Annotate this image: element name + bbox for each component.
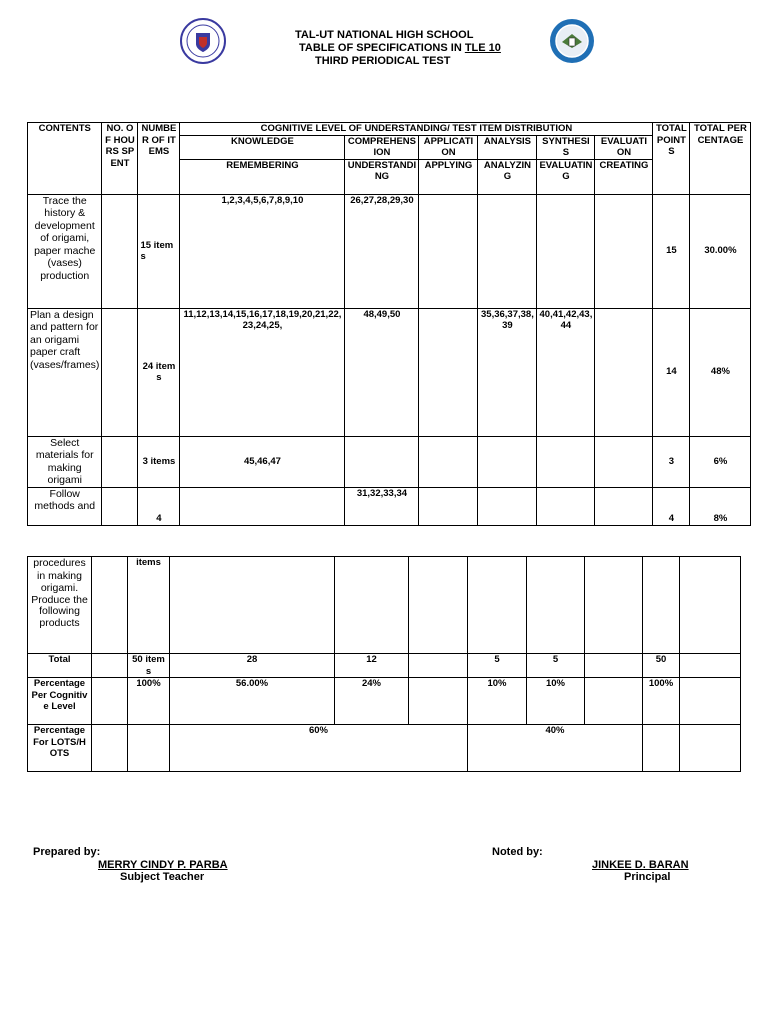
row-synthesis <box>527 557 585 654</box>
percentage-level-hours <box>92 678 128 725</box>
header-total-percentage: TOTAL PERCENTAGE <box>690 123 751 195</box>
table-of-specifications <box>27 122 751 526</box>
header-cognitive: COGNITIVE LEVEL OF UNDERSTANDING/ TEST ITEM DISTRIBUTION <box>180 123 653 136</box>
row-points: 15 <box>653 194 690 308</box>
total-evaluation <box>585 654 643 678</box>
row-content: Select materials for making origami <box>28 436 102 487</box>
percentage-lots-label: Percentage For LOTS/HOTS <box>28 725 92 772</box>
level-comprehension: COMPREHENSION <box>345 135 419 159</box>
row-items: 4 <box>138 487 180 525</box>
percentage-lots-hours <box>92 725 128 772</box>
row-analysis: 35,36,37,38,39 <box>478 308 537 436</box>
continued-content-text: procedures in making origami. <box>33 557 86 595</box>
row-evaluation <box>585 557 643 654</box>
level-analysis: ANALYSIS <box>478 135 537 159</box>
row-synthesis <box>537 487 595 525</box>
table-row <box>28 557 741 654</box>
sublevel-creating: CREATING <box>595 159 653 194</box>
noted-by-name: JINKEE D. BARAN <box>592 859 689 871</box>
row-content: Trace the history & development of origami, paper mache (vases) production <box>28 194 102 308</box>
row-points: 3 <box>653 436 690 487</box>
percentage-lots-percentage <box>680 725 741 772</box>
total-items: 50 items <box>128 654 170 678</box>
row-items: 24 items <box>138 308 180 436</box>
level-synthesis: SYNTHESIS <box>537 135 595 159</box>
row-items: 3 items <box>138 436 180 487</box>
percentage-level-analysis: 10% <box>468 678 527 725</box>
total-comprehension: 12 <box>335 654 409 678</box>
total-percentage <box>680 654 741 678</box>
percentage-lots-points <box>643 725 680 772</box>
row-analysis <box>478 194 537 308</box>
noted-by-role: Principal <box>624 871 671 883</box>
row-points: 4 <box>653 487 690 525</box>
row-application <box>419 194 478 308</box>
percentage-level-row <box>28 678 741 725</box>
row-comprehension: 48,49,50 <box>345 308 419 436</box>
row-hours <box>102 308 138 436</box>
row-items: 15 items <box>138 194 180 308</box>
row-comprehension <box>335 557 409 654</box>
row-evaluation <box>595 308 653 436</box>
prepared-by-role: Subject Teacher <box>120 871 205 883</box>
percentage-level-items: 100% <box>128 678 170 725</box>
sublevel-evaluating: EVALUATING <box>537 159 595 194</box>
row-content: Follow methods and <box>28 487 102 525</box>
row-synthesis <box>537 436 595 487</box>
total-application <box>409 654 468 678</box>
row-synthesis <box>537 194 595 308</box>
row-percentage: 30.00% <box>690 194 751 308</box>
row-percentage: 48% <box>690 308 751 436</box>
row-application <box>419 487 478 525</box>
percentage-hots-value: 40% <box>468 725 643 772</box>
row-hours <box>102 436 138 487</box>
table-row <box>28 487 751 525</box>
percentage-lots-value: 60% <box>170 725 468 772</box>
school-seal-logo <box>549 18 595 64</box>
row-synthesis: 40,41,42,43,44 <box>537 308 595 436</box>
percentage-level-knowledge: 56.00% <box>170 678 335 725</box>
percentage-lots-row <box>28 725 741 772</box>
sublevel-understanding: UNDERSTANDING <box>345 159 419 194</box>
row-items: items <box>128 557 170 654</box>
prepared-by-label: Prepared by: <box>33 846 101 858</box>
subject-name: TLE 10 <box>464 42 501 54</box>
sublevel-remembering: REMEMBERING <box>180 159 345 194</box>
total-points: 50 <box>643 654 680 678</box>
percentage-level-comprehension: 24% <box>335 678 409 725</box>
row-analysis <box>468 557 527 654</box>
row-knowledge: 45,46,47 <box>180 436 345 487</box>
row-comprehension: 26,27,28,29,30 <box>345 194 419 308</box>
total-label: Total <box>28 654 92 678</box>
level-knowledge: KNOWLEDGE <box>180 135 345 159</box>
row-evaluation <box>595 487 653 525</box>
header-total-points: TOTAL POINTS <box>653 123 690 195</box>
sublevel-analyzing: ANALYZING <box>478 159 537 194</box>
table-row <box>28 194 751 308</box>
row-knowledge <box>180 487 345 525</box>
row-percentage: 8% <box>690 487 751 525</box>
header-row <box>28 123 751 136</box>
row-content: Plan a design and pattern for an origami paper craft (vases/frames) <box>28 308 102 436</box>
row-hours <box>102 487 138 525</box>
level-evaluation: EVALUATION <box>595 135 653 159</box>
row-percentage: 6% <box>690 436 751 487</box>
percentage-level-percentage <box>680 678 741 725</box>
percentage-level-synthesis: 10% <box>527 678 585 725</box>
row-comprehension: 31,32,33,34 <box>345 487 419 525</box>
percentage-lots-items <box>128 725 170 772</box>
row-comprehension <box>345 436 419 487</box>
sublevel-applying: APPLYING <box>419 159 478 194</box>
table-of-specifications-continued <box>27 556 741 772</box>
total-row <box>28 654 741 678</box>
table-row <box>28 436 751 487</box>
header-hours: NO. OF HOURS SPENT <box>102 123 138 195</box>
row-percentage <box>680 557 741 654</box>
row-hours <box>92 557 128 654</box>
total-knowledge: 28 <box>170 654 335 678</box>
title-prefix: TABLE OF SPECIFICATIONS IN <box>299 42 465 54</box>
row-knowledge: 11,12,13,14,15,16,17,18,19,20,21,22,23,24,25, <box>180 308 345 436</box>
row-hours <box>102 194 138 308</box>
percentage-level-application <box>409 678 468 725</box>
row-content <box>28 557 92 654</box>
row-points <box>643 557 680 654</box>
row-application <box>409 557 468 654</box>
table-row <box>28 308 751 436</box>
row-knowledge: 1,2,3,4,5,6,7,8,9,10 <box>180 194 345 308</box>
header-items: NUMBER OF ITEMS <box>138 123 180 195</box>
row-analysis <box>478 487 537 525</box>
continued-content-bold: Produce the following products <box>31 593 88 629</box>
exam-name: THIRD PERIODICAL TEST <box>315 55 451 67</box>
total-analysis: 5 <box>468 654 527 678</box>
row-evaluation <box>595 436 653 487</box>
deped-seal-logo <box>180 18 226 64</box>
row-analysis <box>478 436 537 487</box>
level-application: APPLICATION <box>419 135 478 159</box>
percentage-level-points: 100% <box>643 678 680 725</box>
total-hours <box>92 654 128 678</box>
header-contents: CONTENTS <box>28 123 102 195</box>
row-application <box>419 308 478 436</box>
school-name: TAL-UT NATIONAL HIGH SCHOOL <box>295 29 474 41</box>
percentage-level-evaluation <box>585 678 643 725</box>
percentage-level-label: Percentage Per Cognitive Level <box>28 678 92 725</box>
document-title <box>299 42 501 54</box>
noted-by-label: Noted by: <box>492 846 543 858</box>
row-points: 14 <box>653 308 690 436</box>
prepared-by-name: MERRY CINDY P. PARBA <box>98 859 228 871</box>
total-synthesis: 5 <box>527 654 585 678</box>
row-knowledge <box>170 557 335 654</box>
row-application <box>419 436 478 487</box>
row-evaluation <box>595 194 653 308</box>
